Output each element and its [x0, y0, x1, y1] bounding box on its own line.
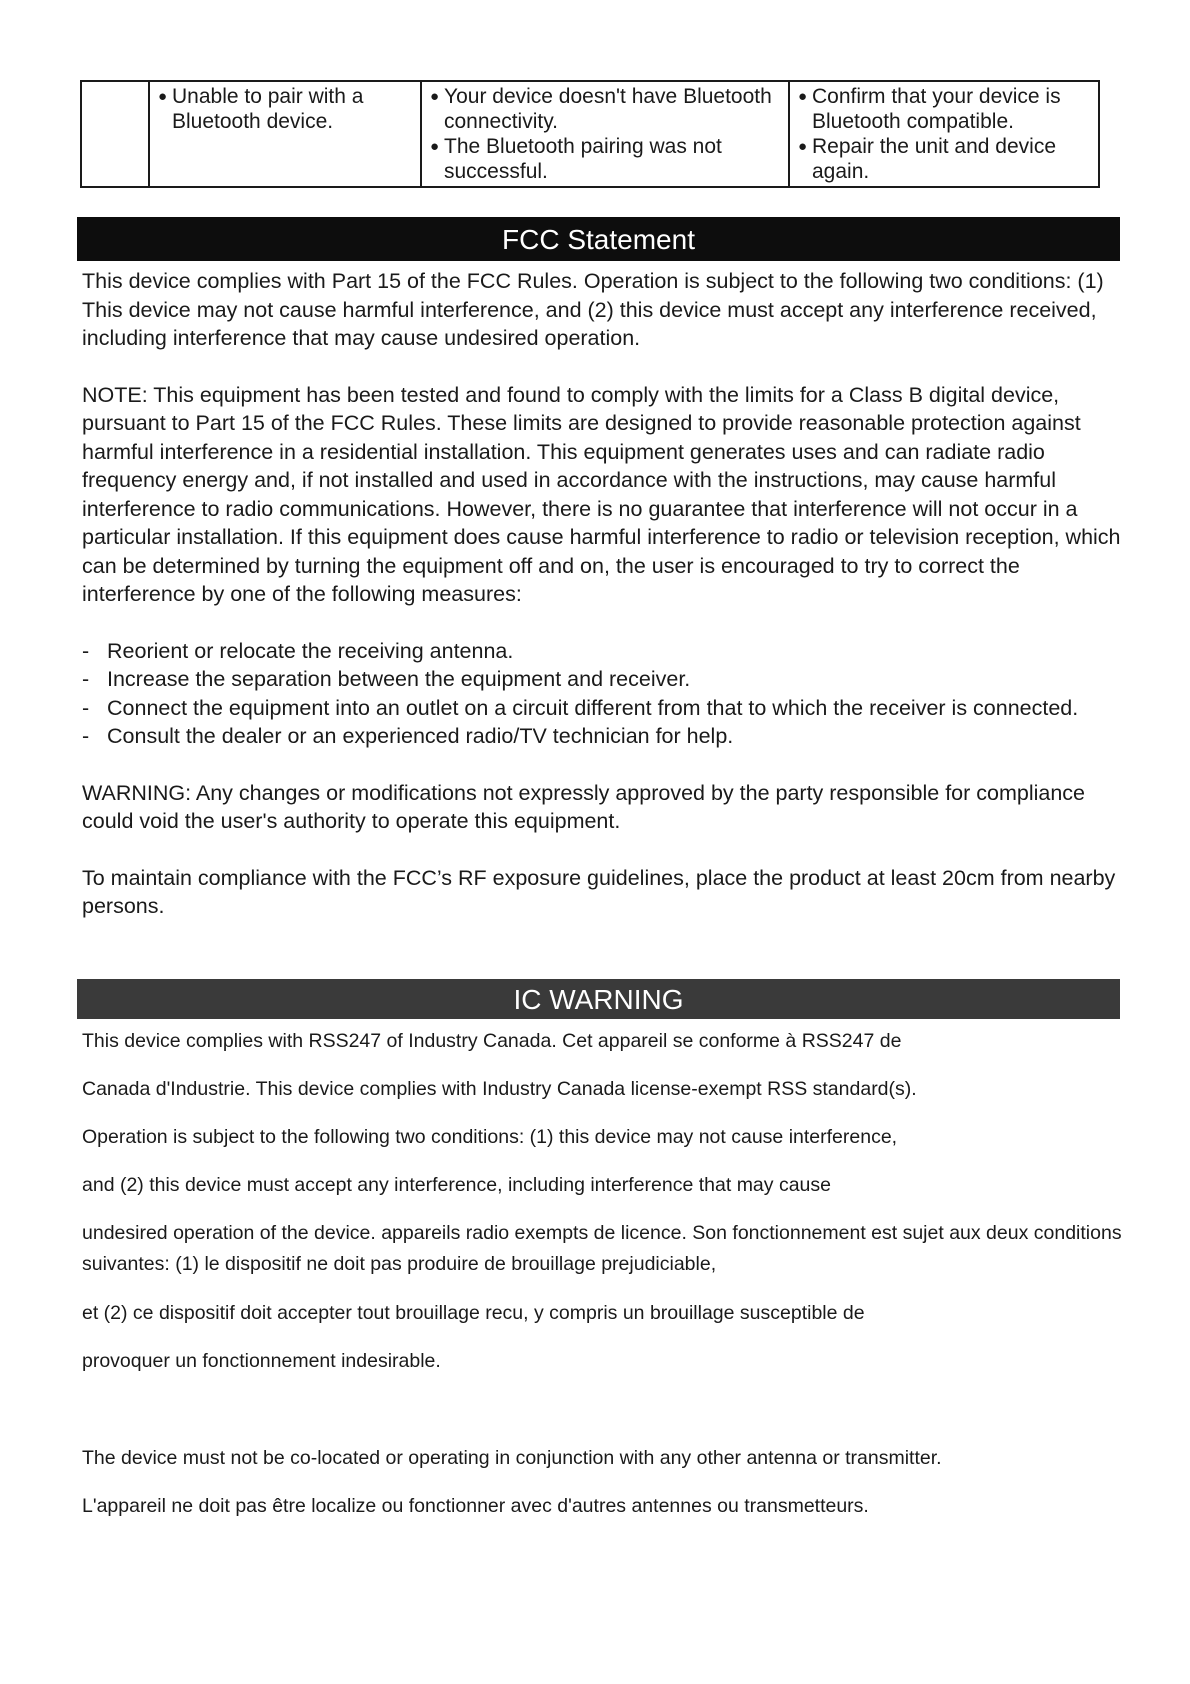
list-item	[798, 84, 1092, 134]
solution-text: Confirm that your device is Bluetooth compatible.	[812, 85, 1061, 133]
dash-marker: -	[82, 667, 90, 691]
table-row	[81, 81, 1099, 187]
bullet-icon: ●	[430, 88, 440, 105]
troubleshooting-table	[80, 80, 1100, 188]
fcc-statement-body	[82, 267, 1127, 949]
colocation-french-line: L'appareil ne doit pas être localize ou fonctionner avec d'autres antennes ou transmetteurs.	[82, 1495, 869, 1517]
fcc-note-paragraph: NOTE: This equipment has been tested and found to comply with the limits for a Class B digital device, pursuant to Part 15 of the FCC Rules. These limits are designed to provide reasonable protection against harmful interference in a residential installation. This equipment generates uses and can radiate radio frequency energy and, if not installed and used in accordance with the instructions, may cause harmful interference to radio communications. However, there is no guarantee that interference will not occur in a particular installation. If this equipment does cause harmful interference to radio or television reception, which can be determined by turning the equipment off and on, the user is encouraged to try to correct the interference by one of the following measures:	[82, 382, 1121, 606]
interference-measures-list	[82, 637, 1127, 751]
bullet-icon: ●	[798, 88, 808, 105]
rf-exposure-paragraph: To maintain compliance with the FCC’s RF exposure guidelines, place the product at least 20cm from nearby persons.	[82, 865, 1116, 918]
list-item	[158, 84, 414, 134]
measure-text: Consult the dealer or an experienced radio/TV technician for help.	[107, 724, 734, 748]
ic-warning-heading: IC WARNING	[77, 979, 1120, 1019]
list-item	[798, 134, 1092, 184]
dash-marker: -	[82, 695, 90, 720]
ic-text-line: provoquer un fonctionnement indesirable.	[82, 1350, 441, 1372]
cause-text: The Bluetooth pairing was not successful.	[444, 135, 722, 183]
list-item	[82, 722, 1127, 751]
cause-text: Your device doesn't have Bluetooth connectivity.	[444, 85, 772, 133]
ic-text-line: and (2) this device must accept any interference, including interference that may cause	[82, 1174, 831, 1196]
fcc-compliance-paragraph: This device complies with Part 15 of the FCC Rules. Operation is subject to the following two conditions: (1) This device may not cause harmful interference, and (2) this device must accept any interference received, including interference that may cause undesired operation.	[82, 269, 1104, 350]
table-cell-causes	[421, 81, 789, 187]
list-item	[430, 84, 782, 134]
measure-text: Reorient or relocate the receiving antenna.	[107, 638, 514, 663]
colocation-english-line: The device must not be co-located or operating in conjunction with any other antenna or transmitter.	[82, 1447, 942, 1469]
bullet-icon: ●	[158, 88, 168, 105]
measure-text: Increase the separation between the equipment and receiver.	[107, 667, 691, 691]
ic-text-line: et (2) ce dispositif doit accepter tout brouillage recu, y compris un brouillage susceptible de	[82, 1302, 865, 1324]
ic-text-line: This device complies with RSS247 of Industry Canada. Cet appareil se conforme à RSS247 de	[82, 1030, 902, 1052]
problem-text: Unable to pair with a Bluetooth device.	[172, 85, 364, 133]
ic-text-line: Operation is subject to the following two conditions: (1) this device may not cause interference,	[82, 1126, 898, 1148]
bullet-icon: ●	[430, 138, 440, 155]
list-item	[82, 694, 1127, 723]
ic-text-line: Canada d'Industrie. This device complies with Industry Canada license-exempt RSS standard(s).	[82, 1078, 917, 1100]
bullet-icon: ●	[798, 138, 808, 155]
dash-marker: -	[82, 638, 90, 663]
table-cell-problem	[149, 81, 421, 187]
list-item	[430, 134, 782, 184]
measure-text: Connect the equipment into an outlet on a circuit different from that to which the receiver is connected.	[107, 695, 1079, 720]
fcc-warning-paragraph: WARNING: Any changes or modifications not expressly approved by the party responsible for compliance could void the user's authority to operate this equipment.	[82, 780, 1086, 833]
dash-marker: -	[82, 724, 90, 748]
fcc-statement-heading: FCC Statement	[77, 217, 1120, 261]
table-cell-index	[81, 81, 149, 187]
table-cell-solutions	[789, 81, 1099, 187]
ic-text-line: undesired operation of the device. appareils radio exempts de licence. Son fonctionnement est sujet aux deux conditions suivantes: (1) le dispositif ne doit pas produire de brouillage prejudiciable,	[82, 1222, 1122, 1275]
solution-text: Repair the unit and device again.	[812, 135, 1056, 183]
list-item	[82, 665, 1127, 694]
list-item	[82, 637, 1127, 666]
